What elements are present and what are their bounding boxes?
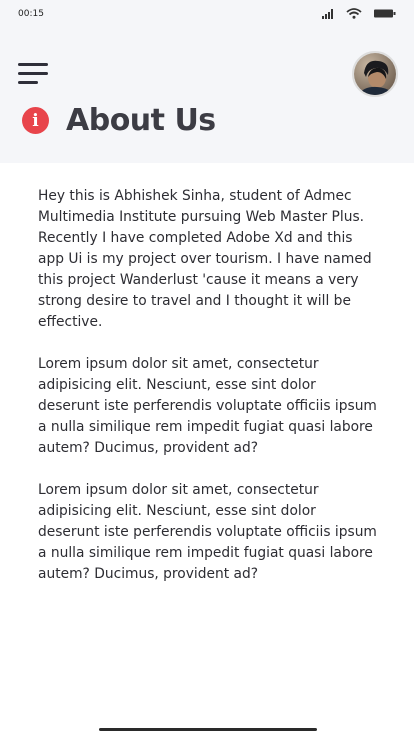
page-title: About Us bbox=[66, 103, 216, 138]
hamburger-menu-icon[interactable] bbox=[18, 63, 48, 85]
body-paragraph: Lorem ipsum dolor sit amet, consectetur adipisicing elit. Nesciunt, esse sint dolor deserunt iste perferendis voluptate officiis ipsum a nulla similique rem impedit fugiat quasi labore autem? Ducimus, provident ad? bbox=[38, 482, 377, 582]
title-row bbox=[22, 103, 216, 138]
intro-paragraph: Hey this is Abhishek Sinha, student of Admec Multimedia Institute pursuing Web Master Plus. Recently I have completed Adobe Xd and this app Ui is my project over tourism. I have named this project Wanderlust 'cause it means a very strong desire to travel and I thought it will be effective. bbox=[38, 188, 372, 330]
info-icon: i bbox=[22, 107, 49, 134]
status-bar bbox=[0, 0, 414, 27]
avatar[interactable] bbox=[352, 51, 398, 97]
body-paragraph: Lorem ipsum dolor sit amet, consectetur adipisicing elit. Nesciunt, esse sint dolor deserunt iste perferendis voluptate officiis ipsum a nulla similique rem impedit fugiat quasi labore autem? Ducimus, provident ad? bbox=[38, 356, 377, 456]
signal-icon bbox=[322, 9, 334, 19]
status-time: 00:15 bbox=[18, 8, 44, 19]
about-content bbox=[38, 186, 378, 606]
home-indicator[interactable] bbox=[99, 728, 317, 731]
status-icons bbox=[322, 8, 396, 19]
header bbox=[0, 27, 414, 163]
avatar-image bbox=[354, 53, 396, 95]
battery-icon bbox=[374, 9, 396, 18]
wifi-icon bbox=[346, 8, 362, 19]
